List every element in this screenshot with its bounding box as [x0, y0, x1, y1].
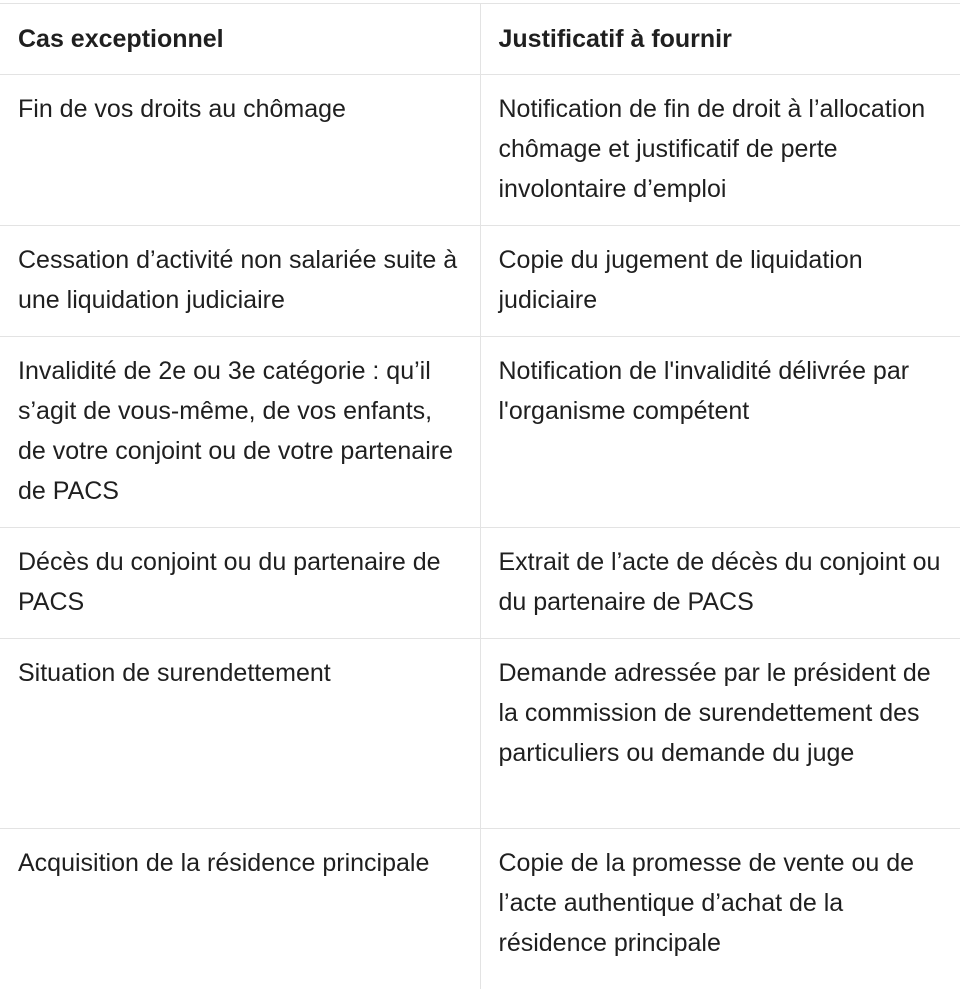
table-header [0, 4, 960, 75]
header-justificatif: Justificatif à fournir [480, 4, 960, 75]
cas-cell: Situation de surendettement [0, 639, 480, 829]
justificatif-cell: Copie du jugement de liquidation judiciaire [480, 226, 960, 337]
cas-cell: Invalidité de 2e ou 3e catégorie : qu’il s’agit de vous-même, de vos enfants, de votre conjoint ou de votre partenaire de PACS [0, 337, 480, 528]
table-row [0, 337, 960, 528]
table-row [0, 528, 960, 639]
header-cas-exceptionnel: Cas exceptionnel [0, 4, 480, 75]
table-row [0, 829, 960, 989]
table-row [0, 75, 960, 226]
cas-cell: Acquisition de la résidence principale [0, 829, 480, 989]
justificatif-cell: Notification de fin de droit à l’allocation chômage et justificatif de perte involontaire d’emploi [480, 75, 960, 226]
table-row [0, 639, 960, 829]
justificatifs-table [0, 3, 960, 989]
justificatif-cell: Demande adressée par le président de la commission de surendettement des particuliers ou demande du juge [480, 639, 960, 829]
cas-cell: Fin de vos droits au chômage [0, 75, 480, 226]
table-row [0, 226, 960, 337]
justificatif-cell: Notification de l'invalidité délivrée par l'organisme compétent [480, 337, 960, 528]
justificatif-cell: Extrait de l’acte de décès du conjoint ou du partenaire de PACS [480, 528, 960, 639]
cas-cell: Cessation d’activité non salariée suite à une liquidation judiciaire [0, 226, 480, 337]
table-body [0, 75, 960, 989]
header-row [0, 4, 960, 75]
justificatif-cell: Copie de la promesse de vente ou de l’acte authentique d’achat de la résidence principale [480, 829, 960, 989]
cas-cell: Décès du conjoint ou du partenaire de PACS [0, 528, 480, 639]
